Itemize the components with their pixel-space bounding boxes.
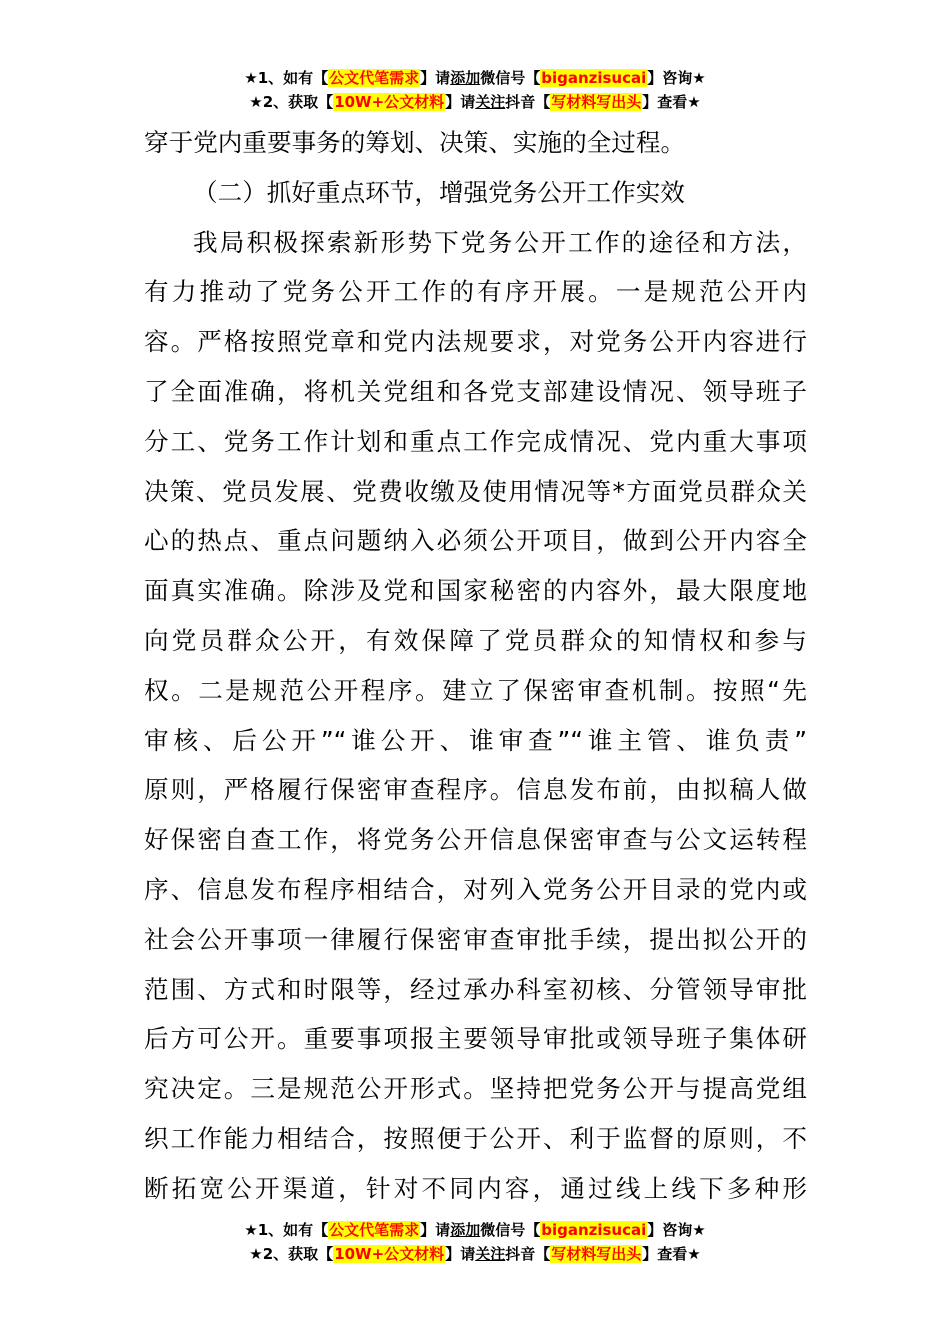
paragraph-line: 权。二是规范公开程序。建立了保密审查机制。按照“先 xyxy=(144,675,807,705)
paragraph-line: 了全面准确，将机关党组和各党支部建设情况、领导班子 xyxy=(144,376,807,406)
section-heading: （二）抓好重点环节，增强党务公开工作实效 xyxy=(193,177,685,207)
paragraph-line: 面真实准确。除涉及党和国家秘密的内容外，最大限度地 xyxy=(144,576,807,606)
highlight-materials: 10W+公文材料 xyxy=(334,1245,445,1263)
paragraph-line: 究决定。三是规范公开形式。坚持把党务公开与提高党组 xyxy=(144,1074,807,1104)
banner-line-2 xyxy=(0,1242,950,1266)
paragraph-line: 心的热点、重点问题纳入必须公开项目，做到公开内容全 xyxy=(144,526,807,556)
header-banner xyxy=(0,66,950,114)
banner-text: ★2、获取【 xyxy=(249,1245,334,1263)
paragraph-line: 穿于党内重要事务的筹划、决策、实施的全过程。 xyxy=(144,128,686,157)
paragraph-line: 向党员群众公开，有效保障了党员群众的知情权和参与 xyxy=(144,625,807,655)
paragraph-line: 序、信息发布程序相结合，对列入党务公开目录的党内或 xyxy=(144,874,807,904)
banner-text: 】请 xyxy=(420,1221,451,1239)
banner-emphasis: 关注 xyxy=(475,93,506,111)
banner-emphasis: 添加 xyxy=(450,1221,481,1239)
paragraph-line: 容。严格按照党章和党内法规要求，对党务公开内容进行 xyxy=(144,327,807,357)
paragraph-line: 原则，严格履行保密审查程序。信息发布前，由拟稿人做 xyxy=(144,775,807,805)
banner-emphasis: 添加 xyxy=(450,69,481,87)
footer-banner xyxy=(0,1218,950,1266)
banner-text: 】请 xyxy=(420,69,451,87)
banner-line-1 xyxy=(0,66,950,90)
banner-text: ★1、如有【 xyxy=(244,1221,329,1239)
highlight-service: 公文代笔需求 xyxy=(329,1221,420,1239)
banner-text: 抖音【 xyxy=(505,1245,551,1263)
highlight-materials: 10W+公文材料 xyxy=(334,93,445,111)
banner-line-1 xyxy=(0,1218,950,1242)
banner-emphasis: 关注 xyxy=(475,1245,506,1263)
paragraph-line: 社会公开事项一律履行保密审查审批手续，提出拟公开的 xyxy=(144,924,807,954)
banner-line-2 xyxy=(0,90,950,114)
highlight-douyin-account: 写材料写出头 xyxy=(551,93,642,111)
paragraph-line: 断拓宽公开渠道，针对不同内容，通过线上线下多种形 xyxy=(144,1173,807,1203)
banner-text: 抖音【 xyxy=(505,93,551,111)
highlight-wechat-id: biganzisucai xyxy=(541,69,647,87)
banner-text: 】请 xyxy=(445,93,476,111)
banner-text: 】查看★ xyxy=(642,93,701,111)
banner-text: ★1、如有【 xyxy=(244,69,329,87)
banner-text: 】咨询★ xyxy=(647,1221,706,1239)
highlight-wechat-id: biganzisucai xyxy=(541,1221,647,1239)
paragraph-line: 分工、党务工作计划和重点工作完成情况、党内重大事项 xyxy=(144,426,807,456)
paragraph-line: 我局积极探索新形势下党务公开工作的途径和方法， xyxy=(193,227,807,257)
banner-text: 微信号【 xyxy=(480,69,541,87)
paragraph-line: 后方可公开。重要事项报主要领导审批或领导班子集体研 xyxy=(144,1024,807,1054)
paragraph-line: 范围、方式和时限等，经过承办科室初核、分管领导审批 xyxy=(144,974,807,1004)
paragraph-line: 有力推动了党务公开工作的有序开展。一是规范公开内 xyxy=(144,277,807,307)
paragraph-line: 决策、党员发展、党费收缴及使用情况等*方面党员群众关 xyxy=(144,476,807,506)
banner-text: 微信号【 xyxy=(480,1221,541,1239)
banner-text: ★2、获取【 xyxy=(249,93,334,111)
paragraph-line: 织工作能力相结合，按照便于公开、利于监督的原则，不 xyxy=(144,1123,807,1153)
banner-text: 】查看★ xyxy=(642,1245,701,1263)
paragraph-line: 好保密自查工作，将党务公开信息保密审查与公文运转程 xyxy=(144,825,807,855)
banner-text: 】请 xyxy=(445,1245,476,1263)
highlight-service: 公文代笔需求 xyxy=(329,69,420,87)
paragraph-line: 审核、后公开”“谁公开、谁审查”“谁主管、谁负责” xyxy=(144,725,807,755)
document-body xyxy=(144,118,807,1214)
highlight-douyin-account: 写材料写出头 xyxy=(551,1245,642,1263)
banner-text: 】咨询★ xyxy=(647,69,706,87)
